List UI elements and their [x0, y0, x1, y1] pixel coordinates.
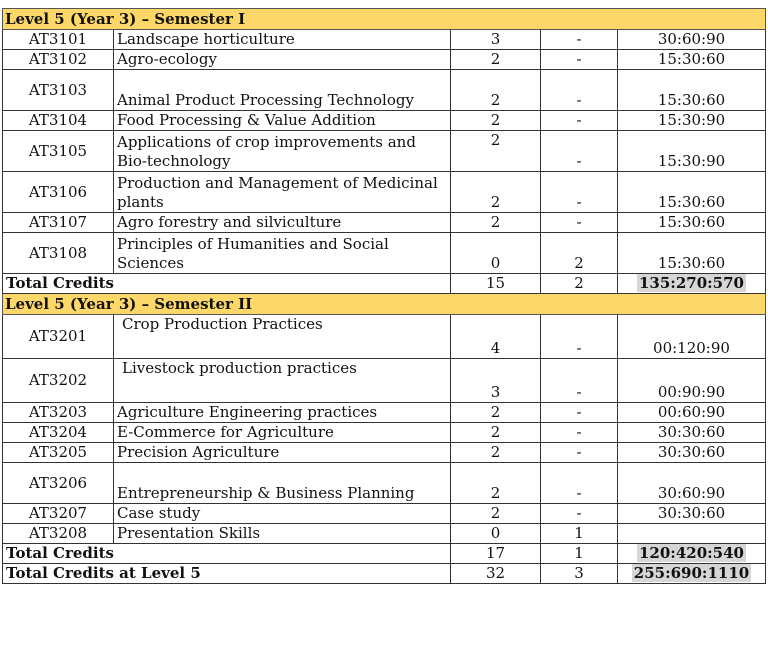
course-code: AT3206 [3, 463, 114, 504]
level-total-credits-b: 3 [541, 564, 618, 584]
hours: 15:30:60 [618, 172, 766, 213]
semester-title: Level 5 (Year 3) – Semester II [3, 294, 766, 315]
table-row [3, 233, 766, 274]
course-name: Landscape horticulture [114, 30, 451, 50]
credits-b: - [541, 213, 618, 233]
curriculum-table [2, 8, 766, 584]
table-row [3, 463, 766, 504]
course-code: AT3103 [3, 70, 114, 111]
total-label: Total Credits [3, 544, 451, 564]
hours: 15:30:60 [618, 50, 766, 70]
semester-header-row [3, 294, 766, 315]
credits-b: - [541, 131, 618, 172]
course-name: Case study [114, 504, 451, 524]
course-name: Livestock production practices [114, 359, 451, 403]
course-code: AT3208 [3, 524, 114, 544]
credits-a: 0 [451, 233, 541, 274]
course-name: Production and Management of Medicinal plants [114, 172, 451, 213]
table-row [3, 172, 766, 213]
semester-total-row [3, 544, 766, 564]
course-name: Crop Production Practices [114, 315, 451, 359]
credits-a: 4 [451, 315, 541, 359]
course-code: AT3108 [3, 233, 114, 274]
course-code: AT3107 [3, 213, 114, 233]
hours: 30:60:90 [618, 30, 766, 50]
table-row [3, 443, 766, 463]
total-credits-b: 1 [541, 544, 618, 564]
table-row [3, 70, 766, 111]
credits-b: - [541, 403, 618, 423]
credits-a: 3 [451, 30, 541, 50]
table-row [3, 315, 766, 359]
credits-a: 2 [451, 70, 541, 111]
credits-b: - [541, 423, 618, 443]
total-credits-a: 15 [451, 274, 541, 294]
credits-b: - [541, 463, 618, 504]
course-name: E-Commerce for Agriculture [114, 423, 451, 443]
course-code: AT3207 [3, 504, 114, 524]
course-code: AT3104 [3, 111, 114, 131]
credits-a: 0 [451, 524, 541, 544]
course-name: Agro forestry and silviculture [114, 213, 451, 233]
course-name: Animal Product Processing Technology [114, 70, 451, 111]
table-row [3, 423, 766, 443]
credits-b: 2 [541, 233, 618, 274]
course-name: Applications of crop improvements and Bio-technology [114, 131, 451, 172]
hours: 00:60:90 [618, 403, 766, 423]
table-row [3, 111, 766, 131]
credits-b: - [541, 111, 618, 131]
level-total-hours: 255:690:1110 [633, 564, 750, 582]
level-total-label: Total Credits at Level 5 [3, 564, 451, 584]
course-name: Principles of Humanities and Social Sciences [114, 233, 451, 274]
hours: 15:30:60 [618, 213, 766, 233]
semester-title: Level 5 (Year 3) – Semester I [3, 9, 766, 30]
total-hours: 135:270:570 [638, 274, 744, 292]
level-total-row [3, 564, 766, 584]
hours: 30:30:60 [618, 423, 766, 443]
course-code: AT3105 [3, 131, 114, 172]
course-code: AT3106 [3, 172, 114, 213]
credits-a: 2 [451, 111, 541, 131]
credits-b: - [541, 504, 618, 524]
credits-b: - [541, 50, 618, 70]
credits-a: 2 [451, 504, 541, 524]
credits-a: 2 [451, 403, 541, 423]
hours: 15:30:60 [618, 233, 766, 274]
credits-a: 2 [451, 463, 541, 504]
credits-b: - [541, 359, 618, 403]
credits-a: 2 [451, 213, 541, 233]
hours: 00:120:90 [618, 315, 766, 359]
course-code: AT3205 [3, 443, 114, 463]
credits-b: - [541, 30, 618, 50]
course-code: AT3101 [3, 30, 114, 50]
table-row [3, 504, 766, 524]
course-code: AT3204 [3, 423, 114, 443]
total-credits-a: 17 [451, 544, 541, 564]
credits-b: - [541, 315, 618, 359]
credits-a: 2 [451, 423, 541, 443]
hours: 30:30:60 [618, 443, 766, 463]
credits-b: - [541, 443, 618, 463]
course-code: AT3202 [3, 359, 114, 403]
hours: 30:30:60 [618, 504, 766, 524]
credits-a: 2 [451, 131, 541, 172]
semester-total-row [3, 274, 766, 294]
hours: 15:30:90 [618, 111, 766, 131]
credits-b: 1 [541, 524, 618, 544]
course-name: Entrepreneurship & Business Planning [114, 463, 451, 504]
table-row [3, 213, 766, 233]
course-name: Agriculture Engineering practices [114, 403, 451, 423]
table-row [3, 131, 766, 172]
credits-a: 2 [451, 443, 541, 463]
hours: 15:30:60 [618, 70, 766, 111]
course-name: Presentation Skills [114, 524, 451, 544]
course-code: AT3102 [3, 50, 114, 70]
hours: 00:90:90 [618, 359, 766, 403]
semester-header-row [3, 9, 766, 30]
hours: 15:30:90 [618, 131, 766, 172]
table-row [3, 403, 766, 423]
credits-a: 2 [451, 50, 541, 70]
table-row [3, 359, 766, 403]
credits-a: 3 [451, 359, 541, 403]
credits-b: - [541, 172, 618, 213]
total-hours: 120:420:540 [638, 544, 744, 562]
table-row [3, 524, 766, 544]
credits-a: 2 [451, 172, 541, 213]
course-name: Food Processing & Value Addition [114, 111, 451, 131]
course-code: AT3201 [3, 315, 114, 359]
table-row [3, 30, 766, 50]
hours: 30:60:90 [618, 463, 766, 504]
hours [618, 524, 766, 544]
course-name: Precision Agriculture [114, 443, 451, 463]
course-code: AT3203 [3, 403, 114, 423]
credits-b: - [541, 70, 618, 111]
level-total-credits-a: 32 [451, 564, 541, 584]
course-name: Agro-ecology [114, 50, 451, 70]
total-credits-b: 2 [541, 274, 618, 294]
table-row [3, 50, 766, 70]
total-label: Total Credits [3, 274, 451, 294]
